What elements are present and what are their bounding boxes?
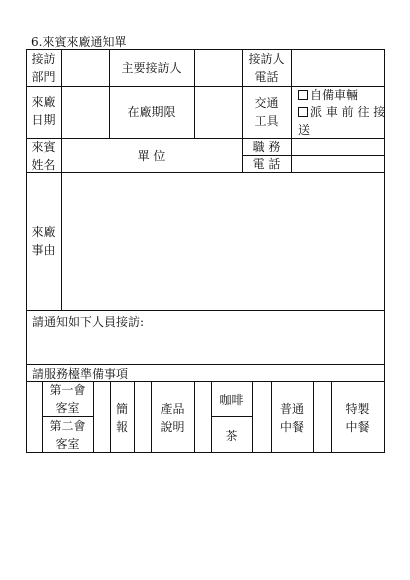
col-divider xyxy=(93,381,94,452)
tea-label: 茶 xyxy=(225,429,238,443)
position-label: 職 務 xyxy=(252,140,281,154)
meeting-room-2-label: 第二會 客室 xyxy=(49,419,86,451)
host-phone-label: 接訪人 電話 xyxy=(248,52,285,84)
col-divider xyxy=(61,172,62,310)
pickup-option[interactable]: 派 車 前 往 接 送 xyxy=(298,105,386,137)
notify-staff-label: 請通知如下人員接訪: xyxy=(32,315,145,329)
service-desk-prep-label: 請服務檯準備事項 xyxy=(32,367,129,381)
regular-lunch-label: 普通 中餐 xyxy=(279,402,304,434)
dept-label: 接訪 部門 xyxy=(31,52,56,84)
col-divider xyxy=(61,49,62,173)
col-divider xyxy=(134,381,135,452)
row-divider xyxy=(26,172,385,173)
col-divider xyxy=(291,49,292,173)
special-lunch-label: 特製 中餐 xyxy=(345,402,370,434)
visit-reason-label: 來廠 事由 xyxy=(31,225,56,257)
briefing-label: 簡 報 xyxy=(115,402,128,434)
col-divider xyxy=(194,49,195,138)
coffee-label: 咖啡 xyxy=(219,393,244,407)
own-vehicle-checkbox[interactable] xyxy=(298,90,308,100)
col-divider xyxy=(313,381,314,452)
meeting-room-1-label: 第一會 客室 xyxy=(49,383,86,415)
transport-label: 交通 工具 xyxy=(254,96,279,128)
stay-period-label: 在廠期限 xyxy=(127,105,176,119)
own-vehicle-option[interactable]: 自備車輛 xyxy=(298,86,358,104)
pickup-checkbox[interactable] xyxy=(298,107,308,117)
table-border-top xyxy=(26,49,385,50)
row-divider xyxy=(211,416,252,417)
form-title: 6.來賓來廠通知單 xyxy=(31,35,127,49)
phone-label: 電 話 xyxy=(252,157,281,171)
host-label: 主要接訪人 xyxy=(121,61,182,75)
guest-name-label: 來賓 姓名 xyxy=(31,140,56,172)
unit-label: 單 位 xyxy=(137,149,166,163)
visit-date-label: 來廠 日期 xyxy=(31,95,56,127)
col-divider xyxy=(194,381,195,452)
product-intro-label: 產品 說明 xyxy=(160,402,185,434)
row-divider xyxy=(26,310,385,311)
col-divider xyxy=(252,381,253,452)
